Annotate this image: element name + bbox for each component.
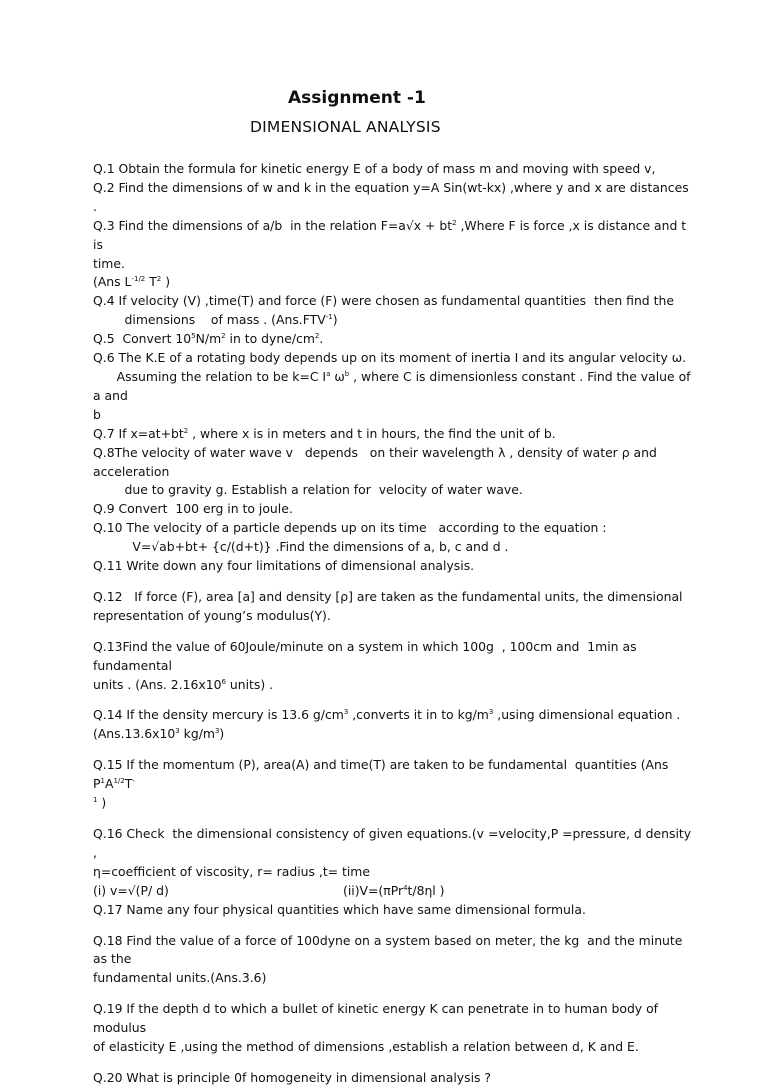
question-4: Q.4 If velocity (V) ,time(T) and force (F) were chosen as fundamental quantities then find the — [93, 293, 674, 309]
question-14-answer: ($Ans.13.6x10^3$ $kg/m^3$) — [93, 726, 225, 742]
question-18-cont: fundamental units.(Ans.3.6) — [93, 970, 267, 986]
question-5: Q.5 Convert $10^5N/m^2$ in to dyne/$cm^2$. — [93, 331, 324, 347]
question-15: Q.15 If the momentum (P), area(A) and time(T) are taken to be fundamental quantities (Ans $P^1A^{1/2}T^-$ — [93, 757, 677, 792]
question-14: Q.14 If the density mercury is 13.6 $g/cm^3$ ,converts it in to $kg/m^3$ ,using dimensional equation . — [93, 707, 681, 723]
question-16-parts — [93, 882, 693, 901]
question-13: Q.13Find the value of 60Joule/minute on a system in which 100g , 100cm and 1min as fundamental — [93, 638, 641, 673]
assignment-title: Assignment -1 — [288, 88, 426, 108]
question-8-cont2: due to gravity g. Establish a relation for velocity of water wave. — [93, 482, 523, 498]
question-16-cont: η=coefficient of viscosity, r= radius ,t= time — [93, 863, 370, 879]
question-6: Q.6 The K.E of a rotating body depends up on its moment of inertia I and its angular velocity ω. — [93, 350, 687, 366]
question-8: Q.8The velocity of water wave v depends on their wavelength λ , density of water ρ and — [93, 444, 657, 460]
question-9: Q.9 Convert 100 erg in to joule. — [93, 501, 293, 517]
question-16-part-ii: (ii)V=(πPr$^4$t/8ηl ) — [343, 882, 445, 898]
question-15-cont: $^1$ ) — [93, 795, 107, 811]
question-13-cont: units . (Ans. $2.16x10^6$ units) . — [93, 676, 274, 692]
question-20: Q.20 What is principle 0f homogeneity in dimensional analysis ? — [93, 1069, 491, 1085]
question-19-cont: of elasticity E ,using the method of dimensions ,establish a relation between d, K and E. — [93, 1039, 639, 1055]
question-list — [93, 160, 696, 1088]
question-18: Q.18 Find the value of a force of 100dyne on a system based on meter, the kg and the minute as the — [93, 932, 687, 967]
question-4-cont: dimensions of mass . $(Ans.FTV^{-1})$ — [93, 312, 338, 328]
question-16: Q.16 Check the dimensional consistency of given equations.(v =velocity,P =pressure, d density , — [93, 826, 696, 860]
question-6-cont2: b — [93, 406, 101, 422]
question-12: Q.12 If force (F), area [a] and density [ρ] are taken as the fundamental units, the dimensional — [93, 588, 683, 604]
question-7: Q.7 If $x=at+bt^2$ , where x is in meters and t in hours, the find the unit of b. — [93, 425, 556, 441]
question-3: Q.3 Find the dimensions of a/b in the relation $F=a√x + bt^2$ ,Where F is force ,x is distance and t is — [93, 217, 691, 252]
question-16-part-i: (i) v=√(P/ d) — [93, 882, 169, 898]
question-10-cont: V=√ab+bt+ {c/(d+t)} .Find the dimensions of a, b, c and d . — [93, 539, 509, 555]
question-8-cont: acceleration — [93, 463, 170, 479]
question-3-cont: time. — [93, 255, 125, 271]
question-12-cont: representation of young’s modulus(Y). — [93, 607, 331, 623]
question-6-cont: Assuming the relation to be k=C $I^a$ $\omega^b$ , where C is dimensionless constant . Find the value of a and — [93, 368, 695, 403]
question-19: Q.19 If the depth d to which a bullet of kinetic energy K can penetrate in to human body of modulus — [93, 1001, 662, 1036]
question-3-answer: (Ans $L^{-1/2}$ $T^2$ ) — [93, 274, 171, 290]
question-17: Q.17 Name any four physical quantities which have same dimensional formula. — [93, 901, 586, 917]
question-2: Q.2 Find the dimensions of w and k in the equation y=A Sin(wt-kx) ,where y and x are distances . — [93, 179, 693, 214]
question-11: Q.11 Write down any four limitations of dimensional analysis. — [93, 558, 475, 574]
assignment-subtitle: DIMENSIONAL ANALYSIS — [250, 118, 441, 136]
question-1: Q.1 Obtain the formula for kinetic energy E of a body of mass m and moving with speed v, — [93, 161, 656, 176]
question-10: Q.10 The velocity of a particle depends up on its time according to the equation : — [93, 520, 607, 536]
